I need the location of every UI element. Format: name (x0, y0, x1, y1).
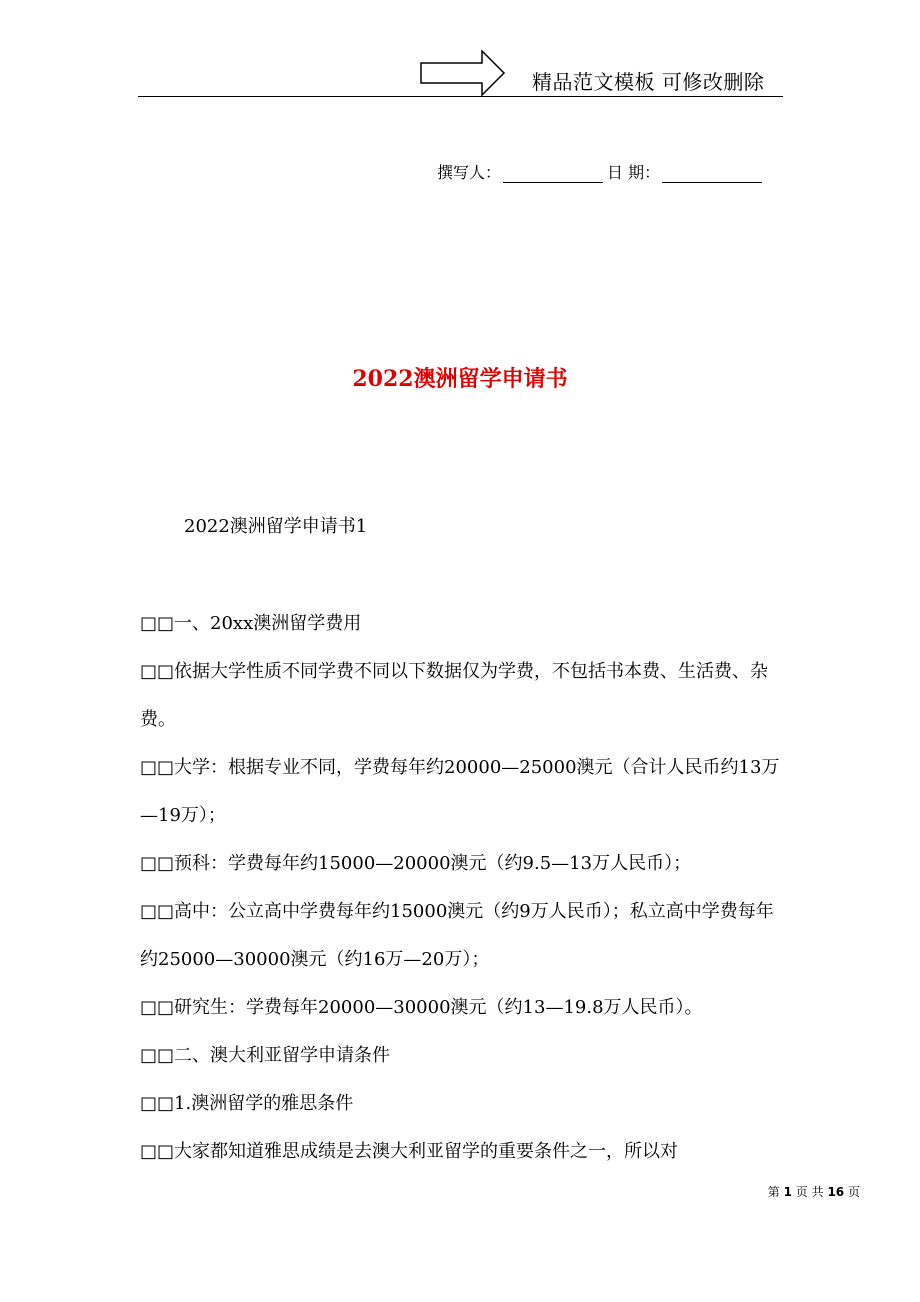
document-body (140, 600, 790, 1176)
paragraph: □□高中：公立高中学费每年约15000澳元（约9万人民币）；私立高中学费每年约25000—30000澳元（约16万—20万）； (140, 901, 774, 970)
total-pages: 16 (827, 1185, 845, 1199)
header-divider (138, 96, 783, 97)
paragraph: □□预科：学费每年约15000—20000澳元（约9.5—13万人民币）； (140, 853, 692, 874)
author-date-row (437, 160, 766, 183)
arrow-icon (420, 50, 506, 96)
paragraph: □□大学：根据专业不同，学费每年约20000—25000澳元（合计人民币约13万—19万）； (140, 757, 780, 826)
author-label: 撰写人： (437, 163, 502, 182)
page-footer: 第 1 页 共 16 页 (767, 1185, 860, 1199)
paragraph: □□1.澳洲留学的雅思条件 (140, 1093, 354, 1114)
paragraph: □□一、20xx澳洲留学费用 (140, 613, 362, 634)
paragraph: □□大家都知道雅思成绩是去澳大利亚留学的重要条件之一，所以对 (140, 1141, 679, 1162)
current-page: 1 (783, 1185, 792, 1199)
paragraph: □□二、澳大利亚留学申请条件 (140, 1045, 391, 1066)
document-title: 2022澳洲留学申请书 (352, 366, 568, 392)
date-label: 日 期： (607, 163, 661, 182)
paragraph: □□研究生：学费每年20000—30000澳元（约13—19.8万人民币）。 (140, 997, 703, 1018)
document-subtitle: 2022澳洲留学申请书1 (184, 516, 368, 537)
date-blank (662, 164, 762, 183)
paragraph: □□依据大学性质不同学费不同以下数据仅为学费，不包括书本费、生活费、杂费。 (140, 661, 769, 730)
header-label: 精品范文模板 可修改删除 (532, 70, 765, 94)
author-blank (503, 164, 603, 183)
